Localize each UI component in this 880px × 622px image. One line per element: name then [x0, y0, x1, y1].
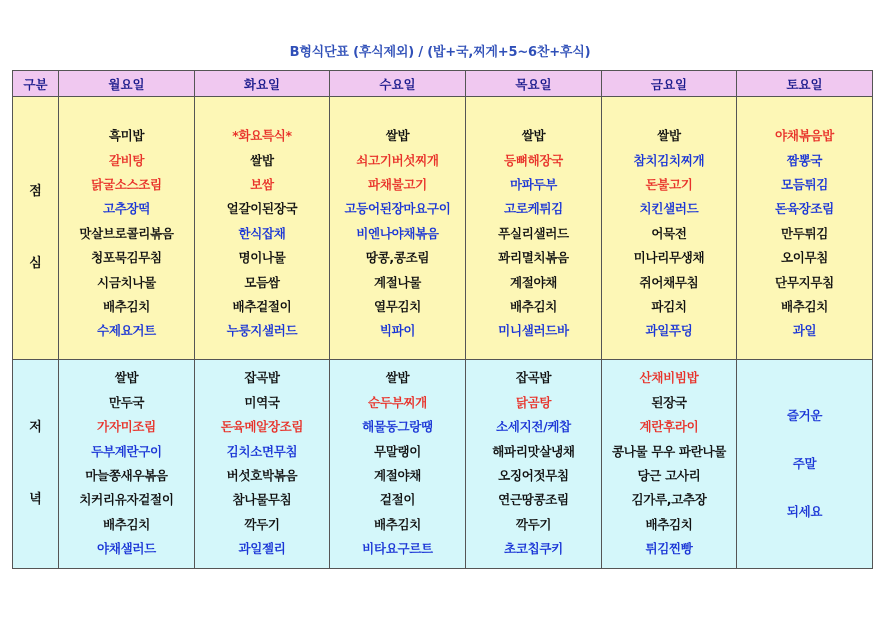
- menu-item: 한식잡채: [238, 225, 286, 241]
- menu-item: 땅콩,콩조림: [365, 250, 430, 266]
- lunch-label-cell: [13, 97, 59, 360]
- dinner-cell: [466, 360, 602, 569]
- menu-item: 돈불고기: [645, 176, 693, 192]
- menu-item: 계절나물: [373, 274, 422, 290]
- menu-item: 모듬쌈: [244, 274, 280, 290]
- menu-item: 단무지무침: [775, 274, 834, 290]
- menu-item: 연근땅콩조림: [498, 492, 569, 508]
- menu-item: 과일: [792, 323, 817, 339]
- header-row: [13, 71, 873, 97]
- menu-item: 꽈리멸치볶음: [498, 250, 569, 266]
- menu-item: 해물동그랑땡: [362, 419, 433, 435]
- menu-item: 주말: [792, 456, 817, 471]
- header-gubun: 구분: [13, 71, 59, 97]
- lunch-cell: [195, 97, 330, 360]
- menu-item: 쥐어채무침: [639, 274, 699, 290]
- menu-item: 배추김치: [645, 516, 693, 532]
- menu-item: 야채샐러드: [97, 541, 156, 557]
- menu-item: 쌀밥: [385, 370, 410, 386]
- menu-item: 과일젤리: [238, 541, 286, 557]
- menu-item: 짬뽕국: [786, 152, 823, 168]
- dinner-label-1: 저: [29, 420, 42, 435]
- menu-item: 미역국: [244, 394, 280, 410]
- menu-item: 참나물무침: [232, 492, 292, 508]
- menu-item: 초코칩쿠키: [504, 541, 563, 557]
- page-title: B형식단표 (후식제외) / (밥+국,찌게+5~6찬+후식): [289, 45, 591, 60]
- menu-table: [12, 70, 873, 569]
- dinner-label-2: 녁: [29, 492, 42, 507]
- menu-item: 과일푸딩: [645, 323, 693, 339]
- menu-item: 쌀밥: [657, 128, 681, 144]
- menu-item: 돈육장조림: [775, 201, 834, 217]
- menu-item: 치킨샐러드: [639, 201, 699, 217]
- menu-item: 빅파이: [379, 323, 416, 339]
- menu-item: *화요특식*: [232, 128, 292, 144]
- menu-item: 깍두기: [515, 516, 552, 532]
- lunch-label-1: 점: [29, 184, 42, 199]
- menu-item: 야채볶음밥: [775, 128, 834, 144]
- menu-item: 겉절이: [379, 492, 416, 508]
- lunch-cell: [330, 97, 466, 360]
- menu-item: 파채불고기: [368, 176, 427, 192]
- menu-item: 고등어된장마요구이: [344, 201, 451, 217]
- menu-item: 고로케튀김: [504, 201, 563, 217]
- menu-item: 미니샐러드바: [498, 323, 569, 339]
- menu-item: 배추겉절이: [232, 299, 292, 315]
- menu-item: 청포묵김무침: [91, 250, 162, 266]
- menu-item: 되세요: [786, 504, 823, 519]
- menu-item: 순두부찌개: [368, 394, 427, 410]
- menu-item: 가자미조림: [97, 419, 156, 435]
- menu-item: 해파리맛살냉채: [492, 443, 575, 459]
- menu-item: 계란후라이: [639, 419, 699, 435]
- dinner-cell: [195, 360, 330, 569]
- menu-item: 열무김치: [373, 299, 422, 315]
- dinner-cell: [602, 360, 737, 569]
- header-day: 금요일: [602, 71, 737, 97]
- lunch-cell: [466, 97, 602, 360]
- header-day: 화요일: [195, 71, 330, 97]
- menu-item: 쌀밥: [250, 152, 274, 168]
- menu-item: 푸실리샐러드: [498, 225, 569, 241]
- menu-item: 소세지전/케찹: [496, 419, 571, 435]
- menu-item: 마파두부: [509, 176, 558, 192]
- menu-item: 버섯호박볶음: [226, 468, 298, 483]
- menu-item: 두부계란구이: [91, 443, 162, 459]
- menu-item: 얼갈이된장국: [226, 201, 298, 217]
- menu-item: 만두튀김: [780, 225, 829, 241]
- menu-item: 된장국: [651, 394, 687, 410]
- menu-item: 배추김치: [780, 299, 829, 315]
- menu-item: 깍두기: [244, 516, 280, 532]
- menu-item: 갈비탕: [108, 152, 145, 168]
- menu-item: 시금치나물: [97, 274, 156, 290]
- menu-item: 튀김찐빵: [645, 541, 693, 557]
- lunch-cell: [737, 97, 873, 360]
- menu-item: 닭곰탕: [515, 394, 552, 410]
- menu-item: 김치소면무침: [226, 443, 298, 459]
- menu-item: 마늘쫑새우볶음: [85, 468, 168, 483]
- menu-item: 잡곡밥: [515, 370, 552, 386]
- menu-item: 수제요거트: [97, 323, 156, 339]
- header-day: 목요일: [466, 71, 602, 97]
- menu-item: 명이나물: [238, 250, 286, 266]
- menu-item: 파김치: [651, 299, 687, 315]
- menu-item: 배추김치: [373, 516, 422, 532]
- dinner-row: [13, 360, 873, 569]
- menu-item: 쌀밥: [114, 370, 139, 386]
- dinner-label-cell: [13, 360, 59, 569]
- menu-item: 등뼈해장국: [504, 152, 563, 168]
- menu-item: 모듬튀김: [780, 176, 829, 192]
- menu-item: 돈육메알장조림: [220, 419, 304, 435]
- menu-item: 김가루,고추장: [631, 492, 707, 508]
- menu-item: 오이무침: [780, 250, 829, 266]
- menu-item: 계절야채: [373, 468, 422, 483]
- menu-item: 만두국: [108, 394, 145, 410]
- header-day: 월요일: [59, 71, 195, 97]
- menu-item: 쌀밥: [521, 128, 546, 144]
- dinner-cell: [59, 360, 195, 569]
- dinner-cell: [330, 360, 466, 569]
- menu-item: 비엔나야채볶음: [356, 225, 439, 241]
- menu-item: 맛살브로콜리볶음: [79, 225, 174, 241]
- menu-item: 콩나물 무우 파란나물: [611, 443, 727, 459]
- menu-item: 치커리유자겉절이: [79, 492, 174, 508]
- dinner-cell wk: [737, 360, 873, 569]
- lunch-row: [13, 97, 873, 360]
- lunch-label-2: 심: [29, 256, 42, 271]
- menu-item: 배추김치: [102, 516, 151, 532]
- menu-item: 쇠고기버섯찌개: [356, 152, 439, 168]
- menu-item: 산채비빔밥: [639, 370, 699, 386]
- menu-item: 무말랭이: [373, 443, 422, 459]
- menu-item: 미나리무생채: [633, 250, 705, 266]
- lunch-cell: [59, 97, 195, 360]
- menu-item: 보쌈: [250, 176, 274, 192]
- menu-item: 배추김치: [102, 299, 151, 315]
- header-day: 토요일: [737, 71, 873, 97]
- menu-item: 계절야채: [509, 274, 558, 290]
- menu-item: 고추장떡: [102, 201, 151, 217]
- menu-item: 당근 고사리: [637, 468, 701, 483]
- menu-item: 닭굴소스조림: [91, 176, 162, 192]
- menu-item: 누룽지샐러드: [226, 323, 298, 339]
- header-day: 수요일: [330, 71, 466, 97]
- menu-item: 어묵전: [651, 225, 687, 241]
- menu-item: 쌀밥: [385, 128, 410, 144]
- lunch-cell: [602, 97, 737, 360]
- menu-item: 흑미밥: [108, 128, 145, 144]
- menu-item: 즐거운: [786, 408, 823, 423]
- menu-item: 참치김치찌개: [633, 152, 705, 168]
- menu-item: 잡곡밥: [244, 370, 280, 386]
- menu-item: 비타요구르트: [362, 541, 433, 557]
- menu-item: 배추김치: [509, 299, 558, 315]
- menu-item: 오징어젓무침: [498, 468, 569, 483]
